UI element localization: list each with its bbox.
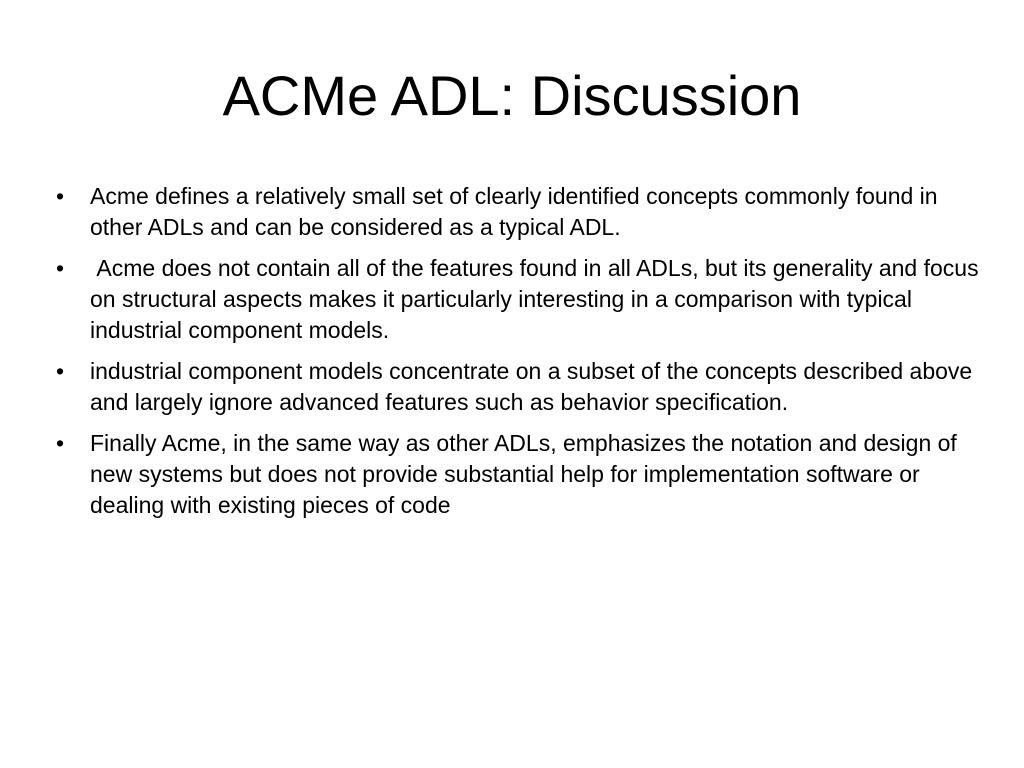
bullet-icon: • xyxy=(55,358,65,384)
bullet-text: Acme defines a relatively small set of clearly identified concepts commonly found in other ADLs and can be considered as a typical ADL. xyxy=(90,183,938,240)
bullet-list xyxy=(50,181,985,531)
bullet-text: Acme does not contain all of the features found in all ADLs, but its generality and focus on structural aspects makes it particularly interesting in a comparison with typical industrial component models. xyxy=(90,255,985,343)
bullet-text: Finally Acme, in the same way as other ADLs, emphasizes the notation and design of new systems but does not provide substantial help for implementation software or dealing with existing pieces of code xyxy=(90,430,957,518)
bullet-icon: • xyxy=(55,255,65,281)
bullet-item xyxy=(50,428,980,521)
bullet-item xyxy=(50,253,985,346)
bullet-text: industrial component models concentrate on a subset of the concepts described above and largely ignore advanced features such as behavior specification. xyxy=(90,358,973,415)
bullet-item xyxy=(50,356,980,418)
bullet-item xyxy=(50,181,980,243)
bullet-icon: • xyxy=(55,183,65,209)
slide-title: ACMe ADL: Discussion xyxy=(222,64,802,127)
bullet-icon: • xyxy=(55,430,65,456)
